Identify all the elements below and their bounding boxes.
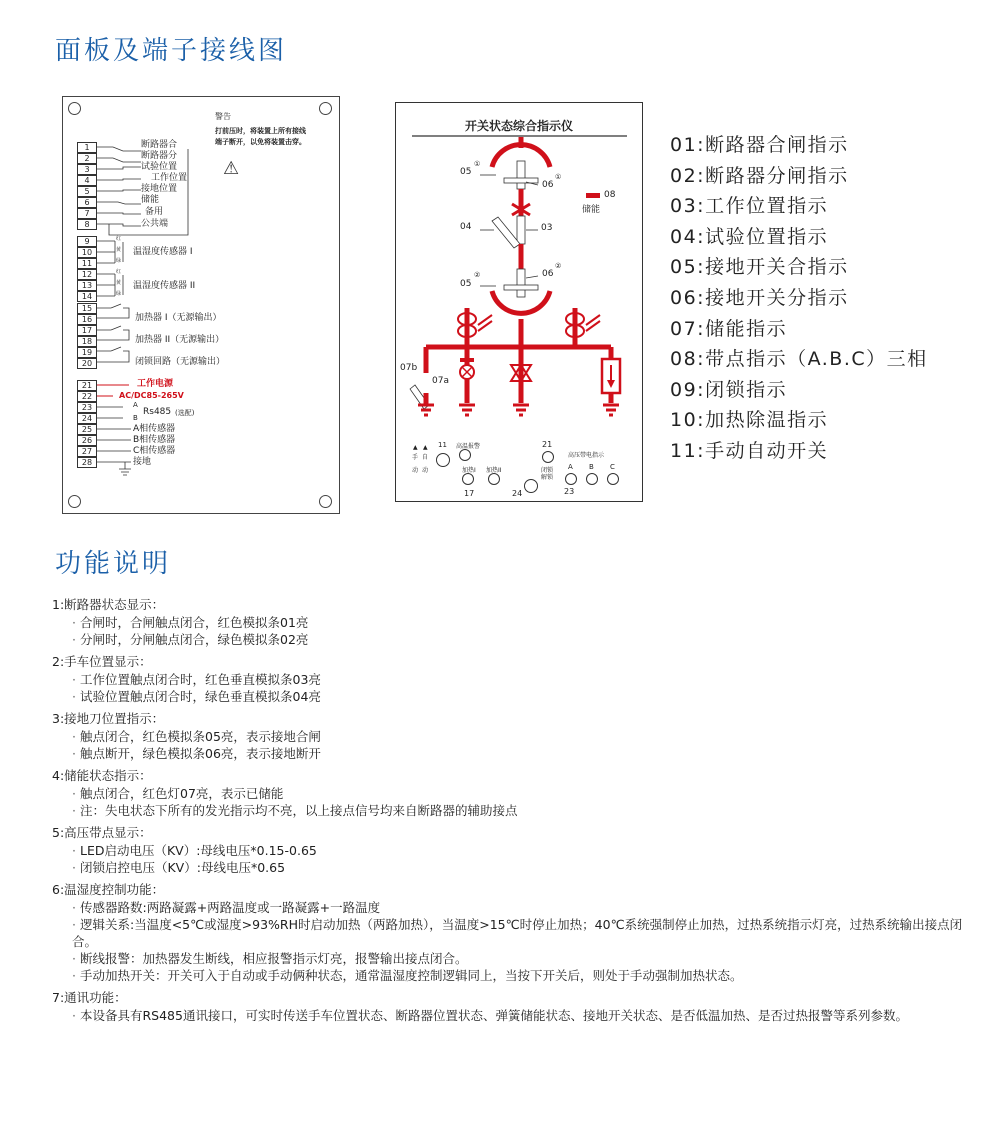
function-section	[52, 710, 972, 762]
terminal-number: 10	[77, 247, 97, 258]
legend-item: 07:储能指示	[670, 317, 788, 340]
terminal-number: 8	[77, 219, 97, 230]
hv-alarm-label: 高温报警	[456, 443, 481, 450]
label-07a: 07a	[432, 376, 449, 386]
terminal-label: 断路器分	[141, 151, 178, 161]
heat1-label: 加热I	[462, 467, 476, 474]
legend-item: 10:加热除温指示	[670, 409, 829, 432]
terminal-number: 4	[77, 175, 97, 186]
heat2-label: 加热II	[486, 467, 502, 474]
legend-item: 02:断路器分闸指示	[670, 164, 849, 187]
function-item: · 注：失电状态下所有的发光指示均不亮，以上接点信号均来自断路器的辅助接点	[72, 803, 518, 818]
terminal-number: 17	[77, 325, 97, 336]
function-section-title: 5:高压带点显示：	[52, 825, 152, 840]
terminal-number: 15	[77, 303, 97, 314]
terminal-number: 7	[77, 208, 97, 219]
warning-triangle-icon: ⚠	[223, 158, 240, 179]
function-item: · 手动加热开关：开关可入于自动或手动俩种状态，通常温湿度控制逻辑同上，当按下开关后，则处于手动强制加热状态。	[72, 968, 743, 983]
indicator-panel-title: 开关状态综合指示仪	[464, 119, 573, 133]
function-item: · 分闸时，分闸触点闭合，绿色模拟条02亮	[72, 632, 309, 647]
warning-text: 打前压时，将装置上所有接线 端子断开，以免将装置击穿。	[215, 127, 306, 146]
terminal-number: 25	[77, 424, 97, 435]
function-description-title: 功能说明	[55, 549, 172, 579]
legend-item: 08:带点指示（A.B.C）三相	[670, 348, 928, 371]
sensor-1-label: 温湿度传感器 I	[133, 247, 193, 257]
wire-color-label: 红	[116, 236, 122, 242]
arrow-up-icon: ▲	[423, 444, 428, 451]
status-indicator-panel	[395, 102, 643, 502]
legend-item: 04:试验位置指示	[670, 225, 829, 248]
auto-label: 自	[422, 454, 429, 461]
function-section	[52, 596, 972, 648]
lock-release-label: 解锁	[541, 474, 554, 481]
terminal-number: 24	[77, 413, 97, 424]
label-24: 24	[512, 489, 523, 498]
lock-release-label: 闭锁	[541, 467, 554, 474]
function-section-title: 4:储能状态指示：	[52, 768, 152, 783]
heater-1-label: 加热器 I（无源输出）	[135, 313, 222, 323]
terminal-number: 9	[77, 236, 97, 247]
label-superscript: ②	[474, 271, 481, 279]
terminal-label: 储能	[141, 195, 160, 205]
terminal-number: 21	[77, 380, 97, 391]
rs485-label: Rs485	[143, 407, 172, 417]
warning-title: 警告	[215, 112, 231, 121]
function-section-title: 3:接地刀位置指示：	[52, 711, 165, 726]
terminal-number: 6	[77, 197, 97, 208]
label-23: 23	[564, 487, 575, 496]
terminal-number: 12	[77, 269, 97, 280]
power-label: 工作电源	[137, 379, 174, 389]
terminal-number: 19	[77, 347, 97, 358]
label-superscript: ②	[555, 262, 562, 270]
terminal-wiring-panel	[62, 96, 340, 514]
panel-wiring-title: 面板及端子接线图	[55, 36, 288, 66]
function-item: · 闭锁启控电压（KV）:母线电压*0.65	[72, 860, 286, 875]
terminal-label: 接地位置	[141, 184, 178, 194]
terminal-number: 23	[77, 402, 97, 413]
phase-c-label: C	[610, 463, 615, 471]
function-item: · 触点断开，绿色模拟条06亮，表示接地断开	[72, 746, 321, 761]
label-17: 17	[464, 489, 475, 498]
terminal-number: 1	[77, 142, 97, 153]
legend-item: 05:接地开关合指示	[670, 256, 849, 279]
terminal-number: 2	[77, 153, 97, 164]
function-section	[52, 881, 972, 984]
legend-item: 09:闭锁指示	[670, 378, 788, 401]
wire-color-label: 红	[116, 269, 122, 275]
storage-label: 储能	[582, 205, 601, 215]
label-11: 11	[438, 441, 447, 449]
wire-color-label: 绿	[116, 291, 122, 297]
terminal-number: 16	[77, 314, 97, 325]
function-item: · 触点闭合，红色灯07亮，表示已储能	[72, 786, 284, 801]
terminal-label: 备用	[145, 207, 164, 217]
terminal-number: 18	[77, 336, 97, 347]
terminal-number: 13	[77, 280, 97, 291]
legend-item: 11:手动自动开关	[670, 439, 829, 462]
phase-b-label: B	[589, 463, 594, 471]
terminal-number: 3	[77, 164, 97, 175]
label-21: 21	[542, 440, 553, 449]
heat2-led	[488, 473, 500, 485]
heat1-led	[462, 473, 474, 485]
label-04: 04	[460, 222, 472, 232]
function-section-title: 1:断路器状态显示：	[52, 597, 165, 612]
function-item: · LED启动电压（KV）:母线电压*0.15-0.65	[72, 843, 317, 858]
heater-2-label: 加热器 II（无源输出）	[135, 335, 225, 345]
function-description	[52, 596, 972, 1029]
terminal-number: 27	[77, 446, 97, 457]
terminal-wiring-lines	[63, 97, 341, 515]
label-07b: 07b	[400, 363, 418, 373]
wire-color-label: 黄	[116, 247, 122, 253]
rs485-b-label: B	[133, 414, 138, 422]
rs485-a-label: A	[133, 401, 138, 409]
power-range-label: AC/DC85-265V	[119, 391, 184, 400]
label-03: 03	[541, 223, 553, 233]
ground-label: 接地	[133, 457, 152, 467]
phase-a-label: A	[568, 463, 573, 471]
function-item: · 本设备具有RS485通讯接口，可实时传送手车位置状态、断路器位置状态、弹簧储能状态、接地开关状态、是否低温加热、是否过热报警等系列参数。	[72, 1008, 908, 1023]
terminal-label: 公共端	[141, 219, 169, 229]
label-05-bottom: 05	[460, 279, 472, 289]
wire-color-label: 绿	[116, 258, 122, 264]
phase-b-sensor-label: B相传感器	[133, 435, 176, 445]
function-section	[52, 653, 972, 705]
manual-label: 手	[412, 454, 419, 461]
label-05-top: 05	[460, 167, 472, 177]
phase-c-led	[607, 473, 619, 485]
legend-item: 03:工作位置指示	[670, 195, 829, 218]
arrow-up-icon: ▲	[413, 444, 418, 451]
label-06-top: 06	[542, 180, 554, 190]
function-section-title: 7:通讯功能：	[52, 990, 127, 1005]
function-item: · 合闸时，合闸触点闭合，红色模拟条01亮	[72, 615, 309, 630]
terminal-number: 20	[77, 358, 97, 369]
terminal-label: 断路器合	[141, 140, 178, 150]
rs485-note: (选配)	[175, 409, 195, 417]
indicator-legend-list	[670, 130, 928, 467]
function-section	[52, 989, 972, 1024]
function-item: · 触点闭合，红色模拟条05亮，表示接地合闸	[72, 729, 321, 744]
legend-item: 06:接地开关分指示	[670, 286, 849, 309]
terminal-number: 22	[77, 391, 97, 402]
function-item: · 逻辑关系:当温度<5℃或湿度>93%RH时启动加热（两路加热），当温度>15℃时停止加热；40℃系统强制停止加热，过热系统指示灯亮，过热系统输出接点闭合。	[72, 917, 963, 949]
phase-c-sensor-label: C相传感器	[133, 446, 176, 456]
wire-color-label: 黄	[116, 280, 122, 286]
move-label: 动	[412, 467, 419, 474]
label-superscript: ①	[474, 160, 481, 168]
hv-alarm-led	[459, 449, 471, 461]
terminal-number: 14	[77, 291, 97, 302]
lock-release-button[interactable]	[524, 479, 538, 493]
terminal-number: 11	[77, 258, 97, 269]
terminal-number: 26	[77, 435, 97, 446]
function-item: · 传感器路数:两路凝露+两路温度或一路凝露+一路温度	[72, 900, 381, 915]
terminal-number: 28	[77, 457, 97, 468]
sensor-2-label: 温湿度传感器 II	[133, 281, 196, 291]
function-section	[52, 767, 972, 819]
label-08: 08	[604, 190, 616, 200]
hv-live-label: 高压带电指示	[568, 452, 605, 459]
label-superscript: ①	[555, 173, 562, 181]
phase-a-sensor-label: A相传感器	[133, 424, 176, 434]
function-item: · 断线报警：加热器发生断线，相应报警指示灯亮，报警输出接点闭合。	[72, 951, 468, 966]
function-item: · 工作位置触点闭合时，红色垂直模拟条03亮	[72, 672, 321, 687]
manual-auto-switch[interactable]	[436, 453, 450, 467]
move-label: 动	[422, 467, 429, 474]
label-06-bottom: 06	[542, 269, 554, 279]
function-section-title: 2:手车位置显示：	[52, 654, 152, 669]
terminal-number: 5	[77, 186, 97, 197]
indicator-diagram	[396, 103, 644, 503]
phase-b-led	[586, 473, 598, 485]
legend-item: 01:断路器合闸指示	[670, 134, 849, 156]
terminal-label: 试验位置	[141, 162, 178, 172]
lock-circuit-label: 闭锁回路（无源输出）	[135, 357, 226, 367]
phase-a-led	[565, 473, 577, 485]
terminal-label: 工作位置	[151, 173, 188, 183]
lock-led	[542, 451, 554, 463]
function-item: · 试验位置触点闭合时，绿色垂直模拟条04亮	[72, 689, 321, 704]
function-section-title: 6:温湿度控制功能：	[52, 882, 165, 897]
function-section	[52, 824, 972, 876]
